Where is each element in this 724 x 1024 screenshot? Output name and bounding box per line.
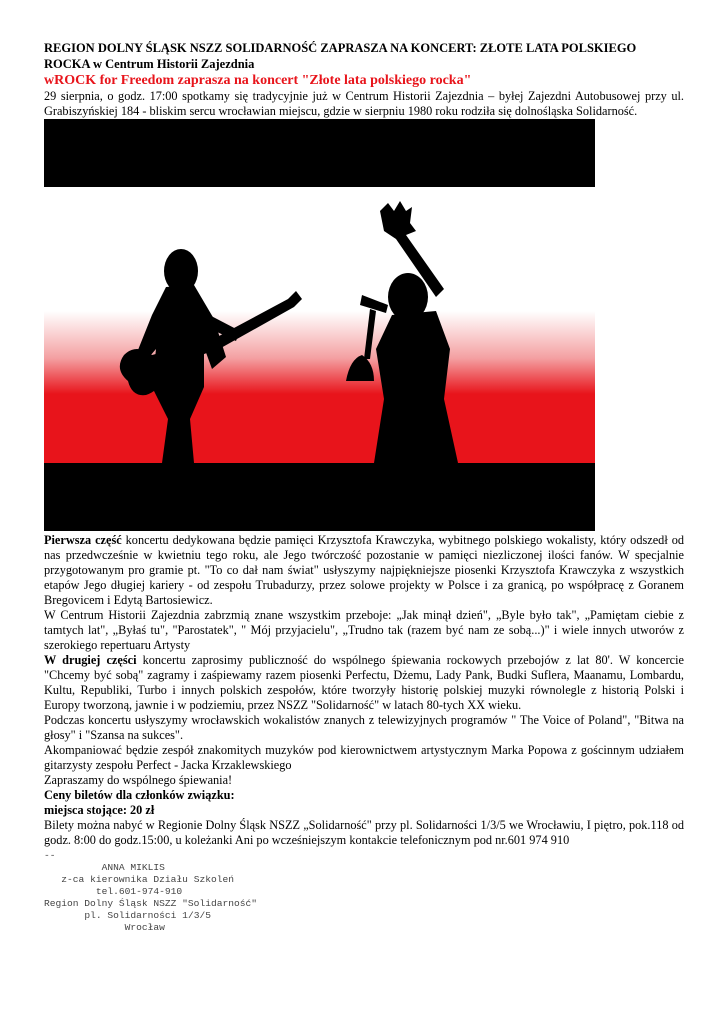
tickets-info: Bilety można nabyć w Regionie Dolny Śląsk NSZZ „Solidarność" przy pl. Solidarności 1/3/5 we Wrocławiu, I piętro, pok.118 od godz. 8:00 do godz.15:00, u koleżanki Ani po wcześniejszym kontakcie telefonicznym pod nr.601 974 910 bbox=[44, 818, 684, 847]
signature-role: z-ca kierownika Działu Szkoleń bbox=[61, 874, 234, 885]
part2-paragraph bbox=[44, 653, 684, 713]
intro-paragraph: 29 sierpnia, o godz. 17:00 spotkamy się tradycyjnie już w Centrum Historii Zajezdnia – byłej Zajezdni Autobusowej przy ul. Grabiszyńskiej 184 - bliskim sercu wrocławian miejscu, gdzie w sierpniu 1980 roku rodziła się dolnośląska Solidarność. bbox=[44, 89, 684, 118]
part1-paragraph bbox=[44, 533, 684, 608]
document-title: REGION DOLNY ŚLĄSK NSZZ SOLIDARNOŚĆ ZAPRASZA NA KONCERT: ZŁOTE LATA POLSKIEGO ROCKA w Centrum Historii Zajezdnia bbox=[44, 41, 637, 71]
invite-line: Zapraszamy do wspólnego śpiewania! bbox=[44, 773, 233, 787]
part2-label: W drugiej części bbox=[44, 653, 137, 667]
signature-separator: -- bbox=[44, 850, 56, 861]
part1-text: koncertu dedykowana będzie pamięci Krzysztofa Krawczyka, wybitnego polskiego wokalisty, który odszedł od nas przedwcześnie w kwietniu tego roku, ale Jego twórczość pozostanie w pamięci niezliczonej ilości fanów. W specjalnie przygotowanym pro gramie pt. "To co dał nam świat" usłyszymy najpiękniejsze piosenki Krzysztofa Krawczyka z wszystkich etapów Jego długiej kariery - od zespołu Trubadurzy, przez solowe projekty w Polsce i za granicą, po współpracę z Goranem Bregovicem i Edytą Bartosiewicz. bbox=[44, 533, 684, 607]
part1-songs-paragraph: W Centrum Historii Zajezdnia zabrzmią znane wszystkim przeboje: „Jak minął dzień", „Byle było tak", „Pamiętam ciebie z tamtych lat", „Byłaś tu", "Parostatek", " Mój przyjacielu", „Trudno tak (razem być nam ze sobą...)" i wiele innych utworów z szerokiego repertuaru Artysty bbox=[44, 608, 684, 652]
tickets-heading: Ceny biletów dla członków związku: bbox=[44, 788, 235, 802]
part2-text: koncertu zaprosimy publiczność do wspólnego śpiewania rockowych przebojów z lat 80'. W koncercie "Chcemy być sobą" zagramy i zaśpiewamy razem piosenki Perfectu, Dżemu, Lady Pank, Budki Suflera, Maanamu, Lombardu, Kultu, Republiki, Turbo i innych polskich zespołów, które tworzyły historię polskiej muzyki równolegle z historią Polski i Europy tworzoną, jawnie i w podziemiu, przez NSZZ "Solidarność" w latach 80-tych XX wieku. bbox=[44, 653, 685, 712]
signature-org: Region Dolny Śląsk NSZZ "Solidarność" bbox=[44, 898, 258, 909]
signature-city: Wrocław bbox=[124, 922, 165, 933]
signature-name: ANNA MIKLIS bbox=[101, 862, 165, 873]
band-paragraph: Akompaniować będzie zespół znakomitych muzyków pod kierownictwem artystycznym Marka Popowa z gościnnym udziałem gitarzysty zespołu Perfect - Jacka Krzaklewskiego bbox=[44, 743, 684, 772]
concert-silhouette-poster bbox=[44, 119, 595, 531]
document-page bbox=[44, 40, 684, 934]
flag-band bbox=[44, 187, 595, 463]
tickets-price: miejsca stojące: 20 zł bbox=[44, 803, 155, 817]
signature-address: pl. Solidarności 1/3/5 bbox=[84, 910, 211, 921]
signature-phone: tel.601-974-910 bbox=[95, 886, 183, 897]
email-signature bbox=[44, 850, 684, 934]
vocalists-paragraph: Podczas koncertu usłyszymy wrocławskich wokalistów znanych z telewizyjnych programów " The Voice of Poland", "Bitwa na głosy" i "Szansa na sukces". bbox=[44, 713, 684, 742]
part1-label: Pierwsza część bbox=[44, 533, 122, 547]
document-subtitle: wROCK for Freedom zaprasza na koncert "Złote lata polskiego rocka" bbox=[44, 73, 472, 88]
